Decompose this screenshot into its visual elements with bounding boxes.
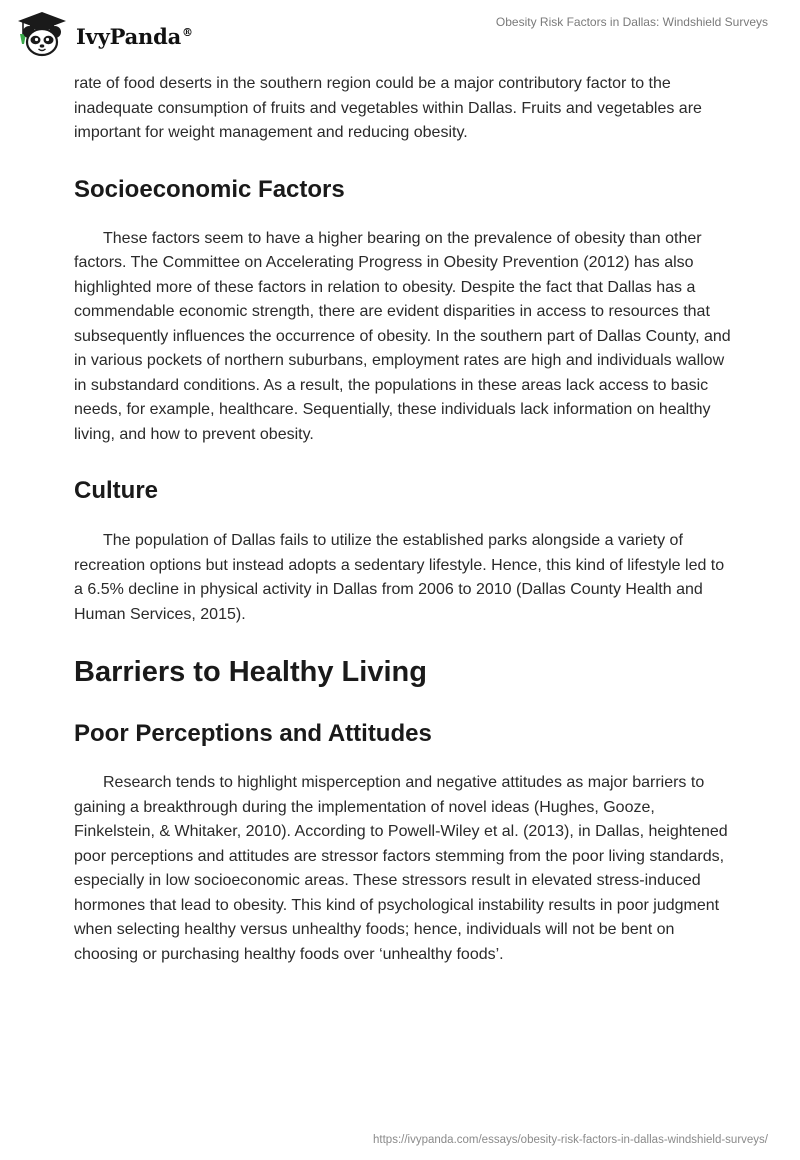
document-title: Obesity Risk Factors in Dallas: Windshield Surveys (495, 15, 768, 29)
culture-heading: Culture (74, 477, 158, 504)
intro-paragraph: rate of food deserts in the southern region could be a major contributory factor to the inadequate consumption of fruits and vegetables within Dallas. Fruits and vegetables are important for weight management and reducing obesity. (74, 75, 702, 141)
source-url-link[interactable]: https://ivypanda.com/essays/obesity-risk-factors-in-dallas-windshield-surveys/ (373, 1134, 768, 1146)
barriers-heading: Barriers to Healthy Living (74, 656, 427, 688)
brand-name: IvyPanda® (76, 23, 193, 49)
page-header (0, 0, 800, 70)
registered-mark: ® (182, 25, 193, 39)
panda-logo-icon (14, 10, 70, 60)
brand-logo[interactable] (14, 10, 193, 60)
socioeconomic-heading: Socioeconomic Factors (74, 175, 345, 203)
perceptions-paragraph: Research tends to highlight misperception and negative attitudes as major barriers to gaining a breakthrough during the implementation of novel ideas (Hughes, Gooze, Finkelstein, & Whitaker, 2010). According to Powell-Wiley et al. (2013), in Dallas, heightened poor perceptions and attitudes are stressor factors stemming from the poor living standards, especially in low socioeconomic areas. These stressors result in elevated stress-induced hormones that lead to obesity. This kind of psychological instability results in poor judgment when selecting healthy versus unhealthy foods; hence, individuals will not be bent on choosing or purchasing healthy foods over ‘unhealthy foods’. (74, 774, 728, 963)
culture-paragraph: The population of Dallas fails to utilize the established parks alongside a variety of recreation options but instead adopts a sedentary lifestyle. Hence, this kind of lifestyle led to a 6.5% decline in physical activity in Dallas from 2006 to 2010 (Dallas County Health and Human Services, 2015). (74, 532, 725, 623)
socioeconomic-paragraph: These factors seem to have a higher bearing on the prevalence of obesity than other factors. The Committee on Accelerating Progress in Obesity Prevention (2012) has also highlighted more of these factors in relation to obesity. Despite the fact that Dallas has a commendable economic strength, there are evident disparities in access to resources that subsequently influences the occurrence of obesity. In the southern part of Dallas County, and in various pockets of northern suburbans, employment rates are high and individuals wallow in substandard conditions. As a result, the populations in these areas lack access to basic needs, for example, healthcare. Sequentially, these individuals lack information on healthy living, and how to prevent obesity. (74, 229, 731, 443)
article-content (74, 72, 734, 967)
perceptions-heading: Poor Perceptions and Attitudes (74, 720, 432, 747)
